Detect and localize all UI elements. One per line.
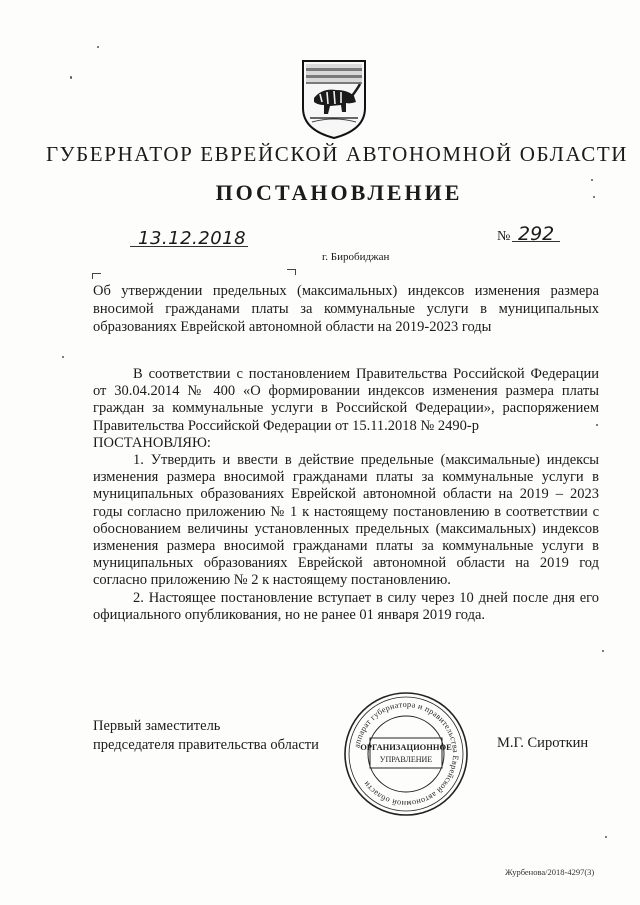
stamp-center-line-2: УПРАВЛЕНИЕ — [379, 755, 433, 764]
decree-word: ПОСТАНОВЛЯЮ: — [93, 434, 211, 451]
document-body — [93, 366, 599, 624]
number-sign: № — [497, 229, 511, 244]
number-underline — [512, 241, 560, 242]
scan-speck — [70, 76, 72, 79]
scan-speck — [602, 650, 604, 652]
signatory-position-line-2: председателя правительства области — [93, 737, 319, 753]
scan-speck — [605, 836, 607, 838]
scan-speck — [62, 356, 64, 358]
scan-speck — [596, 424, 598, 426]
scan-speck — [591, 179, 593, 181]
coat-of-arms-icon — [300, 58, 368, 140]
scan-speck — [593, 196, 595, 198]
official-stamp — [342, 690, 470, 818]
document-subject: Об утверждении предельных (максимальных) индексов изменения размера вносимой гражданами платы за коммунальные услуги в муниципальных образованиях Еврейской автономной области на 2019-2023 годы — [93, 283, 599, 335]
city-label: г. Биробиджан — [322, 251, 390, 263]
executor-reference: Журбенова/2018-4297(3) — [505, 867, 595, 877]
item-1-paragraph: 1. Утвердить и ввести в действие предельные (максимальные) индексы изменения размера вносимой гражданами платы за коммунальные услуги в муниципальных образованиях Еврейской автономной области на 2019 – 2023 годы согласно приложению № 1 к настоящему постановлению в соответствии с обоснованием величины установленных предельных (максимальных) индексов изменения размера вносимой гражданами платы за коммунальные услуги в муниципальных образованиях Еврейской автономной области на 2019 год согласно приложению № 2 к настоящему постановлению. — [93, 452, 599, 589]
stamp-center-line-1: ОРГАНИЗАЦИОННОЕ — [360, 742, 452, 752]
signatory-position-line-1: Первый заместитель — [93, 718, 221, 734]
scan-speck — [97, 46, 99, 48]
item-2-paragraph: 2. Настоящее постановление вступает в силу через 10 дней после дня его официального опубликования, но не ранее 01 января 2019 года. — [93, 589, 599, 623]
preamble-paragraph: В соответствии с постановлением Правительства Российской Федерации от 30.04.2014 № 400 «О формировании индексов изменения размера платы граждан за коммунальные услуги в Российской Федерации», распоряжением Правительства Российской Федерации от 15.11.2018 № 2490-р — [93, 366, 599, 434]
document-type-heading: ПОСТАНОВЛЕНИЕ — [215, 180, 463, 205]
document-number: 292 — [518, 223, 555, 245]
document-date: 13.12.2018 — [138, 228, 247, 249]
subject-bracket-left — [92, 273, 101, 279]
signatory-position — [93, 717, 319, 755]
subject-bracket-right — [287, 269, 296, 275]
date-underline — [130, 246, 248, 247]
signatory-name: М.Г. Сироткин — [497, 735, 589, 751]
stamp-ring-text: аппарат губернатора и правительства Еврейской автономной области — [352, 699, 461, 809]
governor-title: ГУБЕРНАТОР ЕВРЕЙСКОЙ АВТОНОМНОЙ ОБЛАСТИ — [45, 142, 629, 166]
